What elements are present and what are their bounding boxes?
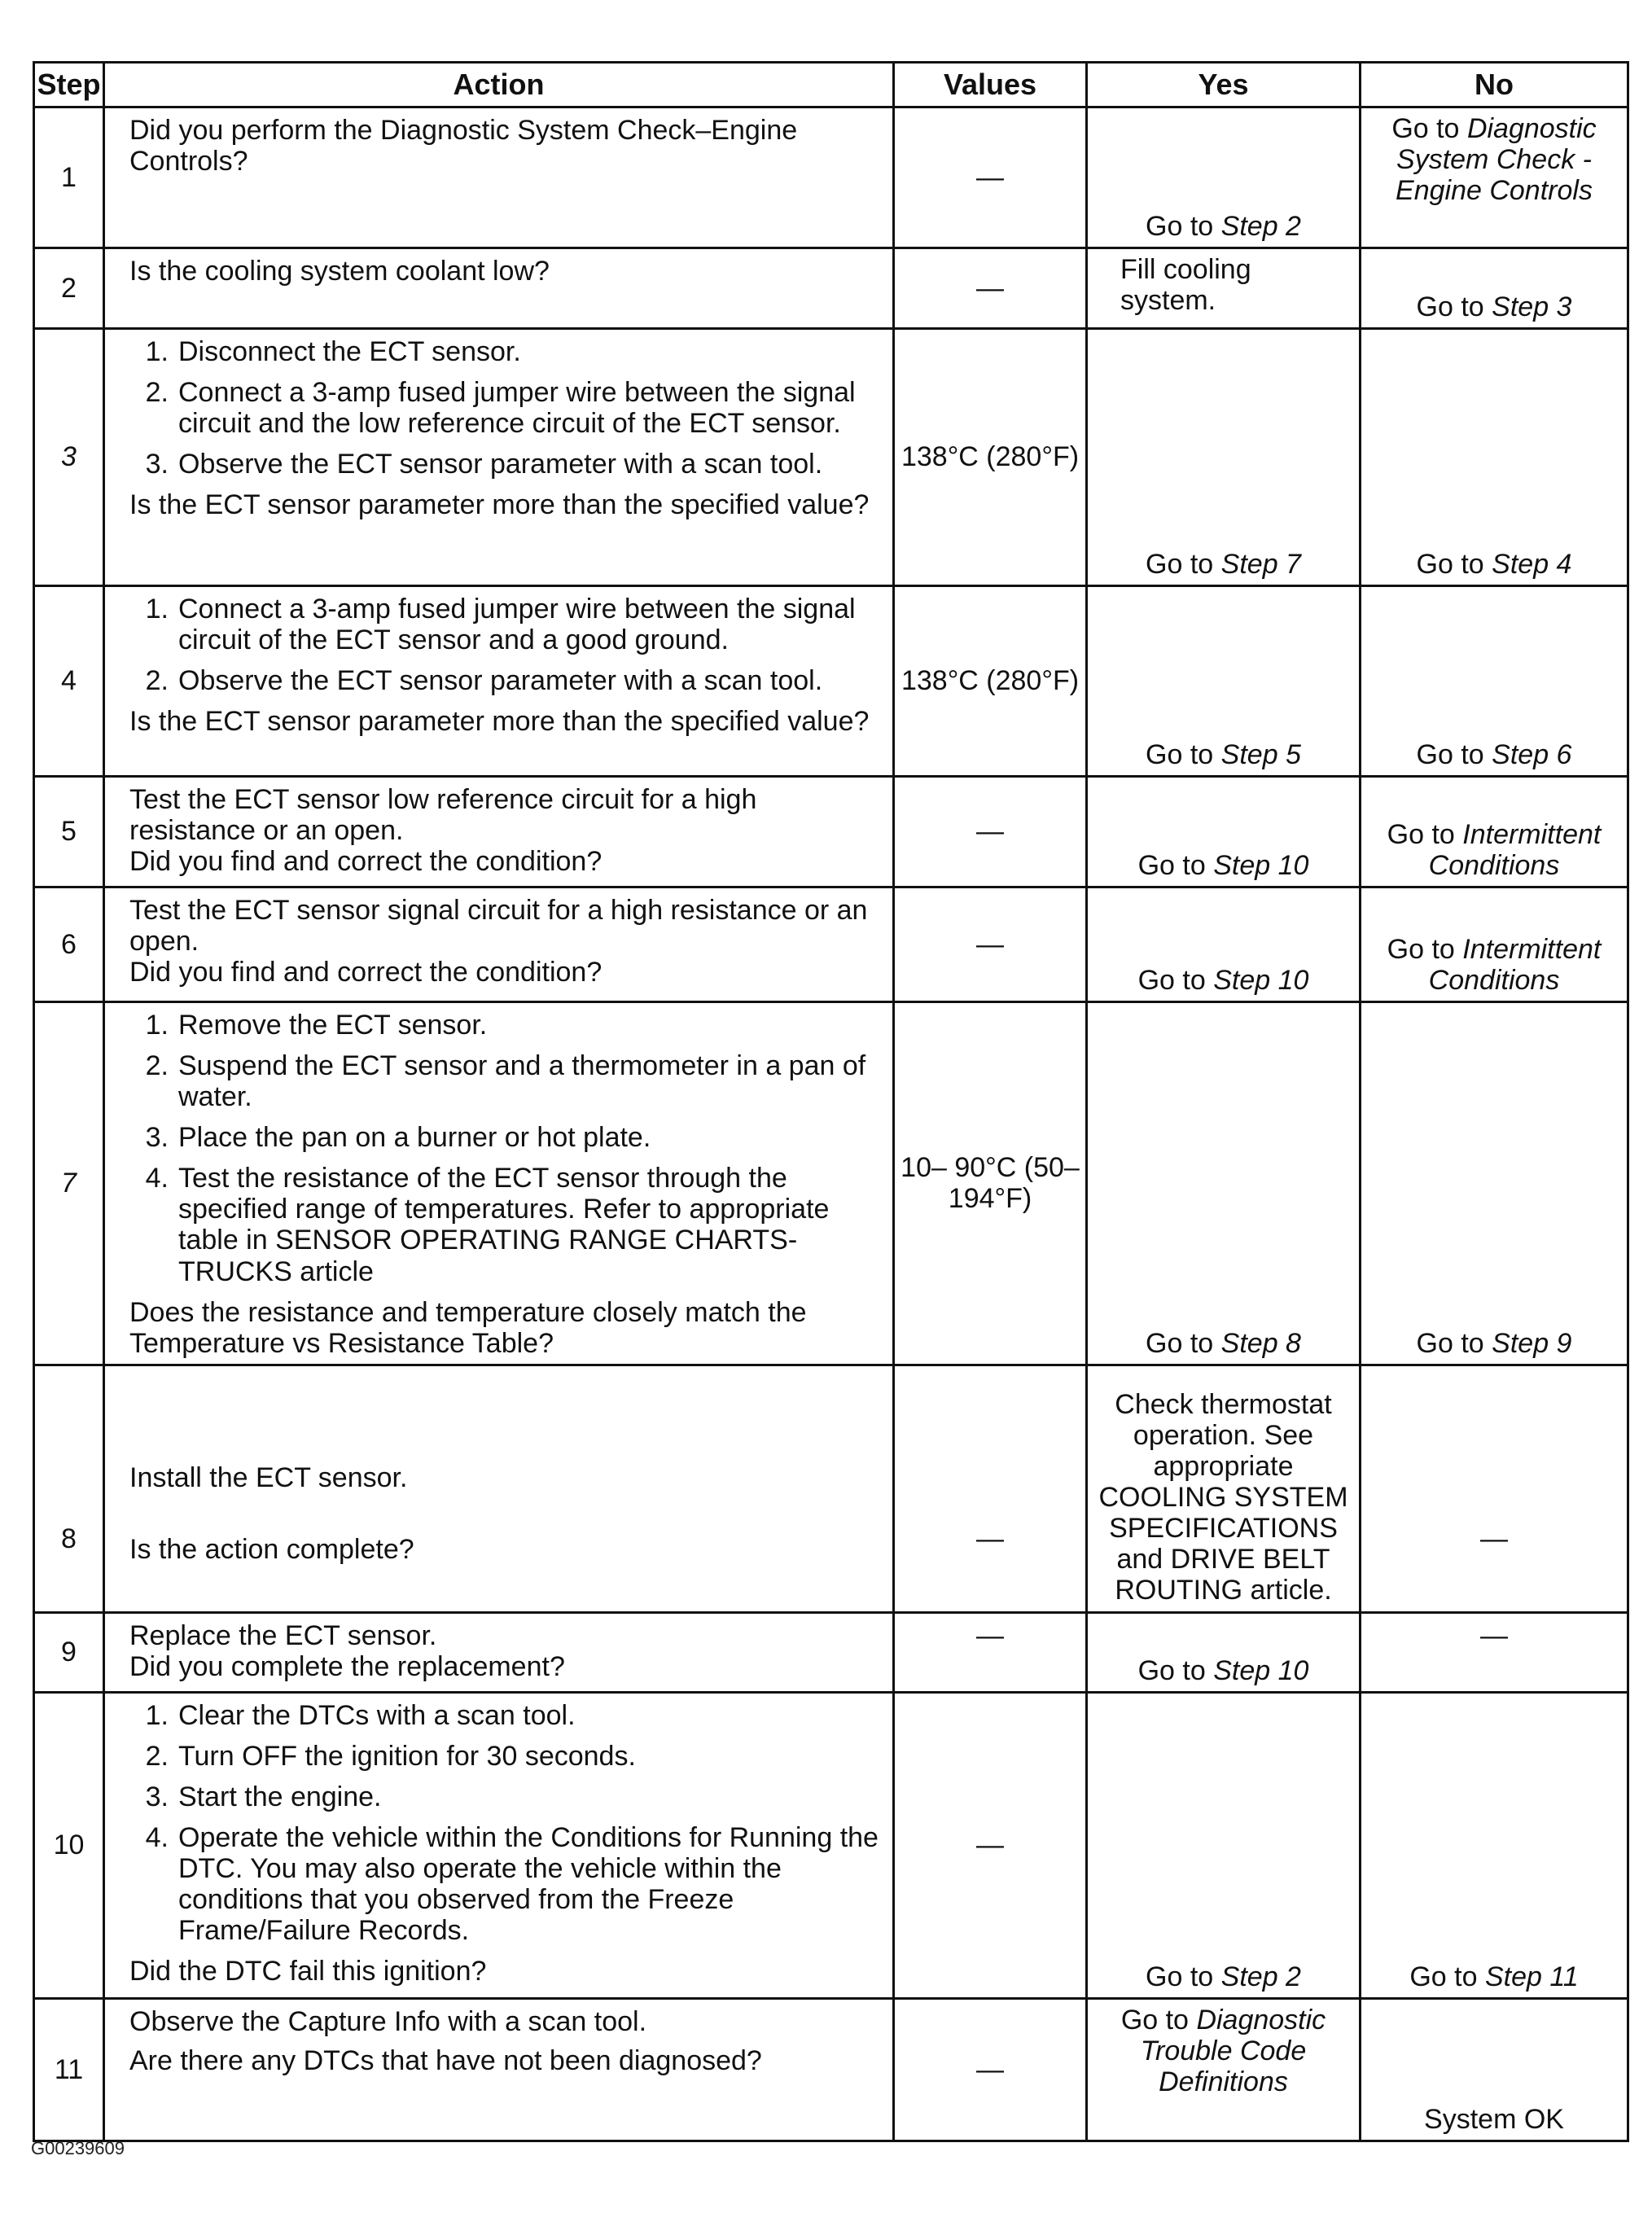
value-cell bbox=[894, 777, 1087, 887]
yes-cell bbox=[1087, 1612, 1361, 1692]
yes-goto bbox=[1096, 2005, 1351, 2097]
action-text: Did you perform the Diagnostic System Check–Engine Controls? bbox=[129, 115, 798, 177]
substep: 1. Disconnect the ECT sensor. bbox=[145, 336, 521, 367]
goto-target: Step 7 bbox=[1220, 548, 1301, 580]
action-cell bbox=[104, 1692, 894, 1998]
question-text: Did the DTC fail this ignition? bbox=[129, 1956, 487, 1987]
table-row bbox=[34, 248, 1628, 329]
goto-prefix: Go to bbox=[1409, 1961, 1478, 1992]
goto-prefix: Go to bbox=[1416, 1327, 1484, 1359]
yes-goto bbox=[1088, 1961, 1359, 1992]
value-cell bbox=[894, 1002, 1087, 1365]
goto-prefix: Go to bbox=[1146, 738, 1214, 770]
table-row bbox=[34, 1692, 1628, 1998]
substep-list bbox=[129, 1700, 884, 1947]
yes-goto bbox=[1088, 965, 1359, 996]
question-text: Did you find and correct the condition? bbox=[129, 957, 603, 988]
goto-prefix: Go to bbox=[1387, 818, 1455, 850]
goto-target: Intermittent Conditions bbox=[1428, 818, 1602, 881]
no-cell bbox=[1361, 1365, 1628, 1612]
goto-prefix: Go to bbox=[1416, 291, 1484, 322]
yes-cell bbox=[1087, 248, 1361, 329]
no-cell bbox=[1361, 1998, 1628, 2141]
yes-goto bbox=[1088, 850, 1359, 881]
yes-goto bbox=[1088, 1655, 1359, 1686]
goto-prefix: Go to bbox=[1416, 738, 1484, 770]
substep-list bbox=[129, 336, 884, 480]
yes-cell bbox=[1087, 107, 1361, 248]
substep: 3. Place the pan on a burner or hot plate. bbox=[145, 1122, 651, 1154]
table-row bbox=[34, 777, 1628, 887]
no-goto bbox=[1361, 108, 1627, 206]
substep-list bbox=[129, 1010, 884, 1287]
action-cell bbox=[104, 1365, 894, 1612]
table-row bbox=[34, 887, 1628, 1002]
action-cell bbox=[104, 1612, 894, 1692]
step-number: 7 bbox=[34, 1002, 104, 1365]
action-cell bbox=[104, 329, 894, 586]
goto-target: Diagnostic System Check - Engine Controls bbox=[1396, 113, 1597, 207]
header-values: Values bbox=[894, 63, 1087, 107]
goto-target: Step 3 bbox=[1492, 291, 1572, 322]
yes-cell bbox=[1087, 777, 1361, 887]
no-cell bbox=[1361, 586, 1628, 777]
goto-target: Step 2 bbox=[1220, 210, 1301, 242]
question-text: Are there any DTCs that have not been diagnosed? bbox=[129, 2044, 762, 2076]
goto-target: Step 11 bbox=[1484, 1961, 1579, 1992]
substep: 3. Start the engine. bbox=[145, 1781, 382, 1812]
yes-cell bbox=[1087, 1365, 1361, 1612]
value-text: — bbox=[976, 272, 1004, 304]
header-step: Step bbox=[34, 63, 104, 107]
table-row bbox=[34, 586, 1628, 777]
value-text: — bbox=[976, 1830, 1004, 1861]
value-cell bbox=[894, 887, 1087, 1002]
goto-target: Step 10 bbox=[1213, 1654, 1309, 1686]
table-row bbox=[34, 1365, 1628, 1612]
step-number: 6 bbox=[34, 887, 104, 1002]
action-text: Is the cooling system coolant low? bbox=[129, 256, 550, 287]
yes-goto bbox=[1088, 549, 1359, 580]
action-cell bbox=[104, 777, 894, 887]
table-row bbox=[34, 107, 1628, 248]
goto-prefix: Go to bbox=[1137, 1654, 1206, 1686]
value-text: — bbox=[976, 1523, 1004, 1554]
goto-target: Diagnostic Trouble Code Definitions bbox=[1140, 2004, 1326, 2097]
diagnostic-table-container bbox=[33, 61, 1627, 2142]
goto-prefix: Go to bbox=[1137, 849, 1206, 881]
step-number: 9 bbox=[34, 1612, 104, 1692]
goto-target: Step 5 bbox=[1220, 738, 1301, 770]
substep: 2. Turn OFF the ignition for 30 seconds. bbox=[145, 1740, 636, 1772]
goto-prefix: Go to bbox=[1146, 1961, 1214, 1992]
value-text: 10– 90°C (50–194°F) bbox=[900, 1152, 1080, 1215]
question-text: Did you find and correct the condition? bbox=[129, 846, 603, 878]
value-text: — bbox=[976, 1619, 1004, 1651]
step-number: 5 bbox=[34, 777, 104, 887]
no-cell bbox=[1361, 107, 1628, 248]
yes-goto bbox=[1088, 1328, 1359, 1359]
action-cell bbox=[104, 1002, 894, 1365]
goto-target: Step 8 bbox=[1220, 1327, 1301, 1359]
diagnostic-table bbox=[33, 61, 1629, 2142]
no-cell bbox=[1361, 248, 1628, 329]
no-cell bbox=[1361, 1002, 1628, 1365]
substep: 2. Suspend the ECT sensor and a thermometer in a pan of water. bbox=[145, 1050, 866, 1113]
value-text: — bbox=[976, 2053, 1004, 2085]
value-cell bbox=[894, 586, 1087, 777]
table-row bbox=[34, 1998, 1628, 2141]
no-text: — bbox=[1480, 1523, 1508, 1554]
value-cell bbox=[894, 1998, 1087, 2141]
action-cell bbox=[104, 887, 894, 1002]
yes-text: Check thermostat operation. See appropriate COOLING SYSTEM SPECIFICATIONS and DRIVE BELT ROUTING article. bbox=[1098, 1388, 1348, 1606]
substep: 1. Remove the ECT sensor. bbox=[145, 1010, 488, 1041]
action-text: Test the ECT sensor signal circuit for a high resistance or an open. bbox=[129, 895, 868, 958]
no-goto bbox=[1361, 819, 1627, 881]
question-text: Does the resistance and temperature closely match the Temperature vs Resistance Table? bbox=[129, 1296, 807, 1359]
no-text: System OK bbox=[1424, 2103, 1564, 2135]
step-number: 10 bbox=[34, 1692, 104, 1998]
question-text: Is the action complete? bbox=[129, 1534, 414, 1566]
goto-target: Step 4 bbox=[1492, 548, 1572, 580]
goto-target: Step 10 bbox=[1213, 849, 1309, 881]
no-goto bbox=[1361, 1328, 1627, 1359]
yes-cell bbox=[1087, 329, 1361, 586]
header-action: Action bbox=[104, 63, 894, 107]
goto-prefix: Go to bbox=[1146, 548, 1214, 580]
goto-prefix: Go to bbox=[1120, 2004, 1189, 2036]
action-text: Observe the Capture Info with a scan tool. bbox=[129, 2005, 647, 2037]
yes-cell bbox=[1087, 586, 1361, 777]
yes-cell bbox=[1087, 1998, 1361, 2141]
value-text: 138°C (280°F) bbox=[900, 441, 1080, 473]
no-text: — bbox=[1480, 1619, 1508, 1651]
yes-goto bbox=[1088, 739, 1359, 770]
step-number: 11 bbox=[34, 1998, 104, 2141]
substep: 4. Operate the vehicle within the Conditions for Running the DTC. You may also operate the vehicle within the conditions that you observed from the Freeze Frame/Failure Records. bbox=[145, 1822, 879, 1947]
goto-target: Intermittent Conditions bbox=[1428, 933, 1602, 996]
action-cell bbox=[104, 107, 894, 248]
value-text: — bbox=[976, 928, 1004, 960]
action-text: Test the ECT sensor low reference circuit for a high resistance or an open. bbox=[129, 784, 757, 847]
value-cell bbox=[894, 1692, 1087, 1998]
action-cell bbox=[104, 248, 894, 329]
goto-prefix: Go to bbox=[1387, 933, 1455, 965]
goto-prefix: Go to bbox=[1391, 113, 1460, 144]
goto-prefix: Go to bbox=[1146, 210, 1214, 242]
yes-goto bbox=[1088, 211, 1359, 242]
value-cell bbox=[894, 248, 1087, 329]
no-cell bbox=[1361, 777, 1628, 887]
action-cell bbox=[104, 586, 894, 777]
no-cell bbox=[1361, 1692, 1628, 1998]
value-cell bbox=[894, 329, 1087, 586]
substep: 1. Connect a 3-amp fused jumper wire between the signal circuit of the ECT sensor and a good ground. bbox=[145, 594, 856, 656]
header-no: No bbox=[1361, 63, 1628, 107]
substep: 2. Observe the ECT sensor parameter with a scan tool. bbox=[145, 665, 823, 697]
substep-list bbox=[129, 594, 884, 696]
yes-cell bbox=[1087, 1002, 1361, 1365]
no-goto bbox=[1361, 1961, 1627, 1992]
question-text: Did you complete the replacement? bbox=[129, 1650, 565, 1682]
question-text: Is the ECT sensor parameter more than the specified value? bbox=[129, 489, 870, 521]
no-cell bbox=[1361, 329, 1628, 586]
goto-target: Step 9 bbox=[1492, 1327, 1572, 1359]
action-text: Install the ECT sensor. bbox=[129, 1462, 408, 1494]
header-yes: Yes bbox=[1087, 63, 1361, 107]
step-number: 4 bbox=[34, 586, 104, 777]
action-text: Replace the ECT sensor. bbox=[129, 1619, 437, 1651]
goto-target: Step 6 bbox=[1492, 738, 1572, 770]
step-number: 1 bbox=[34, 107, 104, 248]
no-goto bbox=[1361, 549, 1627, 580]
goto-target: Step 10 bbox=[1213, 964, 1309, 996]
action-cell bbox=[104, 1998, 894, 2141]
table-row bbox=[34, 1612, 1628, 1692]
substep: 1. Clear the DTCs with a scan tool. bbox=[145, 1699, 576, 1731]
no-goto bbox=[1361, 739, 1627, 770]
goto-prefix: Go to bbox=[1146, 1327, 1214, 1359]
table-row bbox=[34, 329, 1628, 586]
goto-target: Step 2 bbox=[1220, 1961, 1301, 1992]
value-cell bbox=[894, 1612, 1087, 1692]
step-number: 2 bbox=[34, 248, 104, 329]
yes-cell bbox=[1087, 1692, 1361, 1998]
substep: 3. Observe the ECT sensor parameter with a scan tool. bbox=[145, 449, 823, 480]
figure-id: G00239609 bbox=[31, 2138, 125, 2158]
substep: 2. Connect a 3-amp fused jumper wire between the signal circuit and the low reference circuit of the ECT sensor. bbox=[145, 377, 856, 440]
table-row bbox=[34, 1002, 1628, 1365]
question-text: Is the ECT sensor parameter more than the specified value? bbox=[129, 706, 870, 738]
value-cell bbox=[894, 1365, 1087, 1612]
value-cell bbox=[894, 107, 1087, 248]
no-goto bbox=[1361, 934, 1627, 996]
yes-text: Fill cooling system. bbox=[1120, 254, 1251, 317]
step-number: 8 bbox=[34, 1365, 104, 1612]
value-text: — bbox=[976, 816, 1004, 848]
header-row bbox=[34, 63, 1628, 107]
no-cell bbox=[1361, 1612, 1628, 1692]
step-number: 3 bbox=[34, 329, 104, 586]
goto-prefix: Go to bbox=[1137, 964, 1206, 996]
value-text: 138°C (280°F) bbox=[900, 665, 1080, 697]
value-text: — bbox=[976, 161, 1004, 193]
substep: 4. Test the resistance of the ECT sensor through the specified range of temperatures. Refer to appropriate table in SENSOR OPERATING RANGE CHARTS-TRUCKS article bbox=[145, 1163, 830, 1287]
no-goto bbox=[1361, 291, 1627, 322]
yes-cell bbox=[1087, 887, 1361, 1002]
goto-prefix: Go to bbox=[1416, 548, 1484, 580]
no-cell bbox=[1361, 887, 1628, 1002]
